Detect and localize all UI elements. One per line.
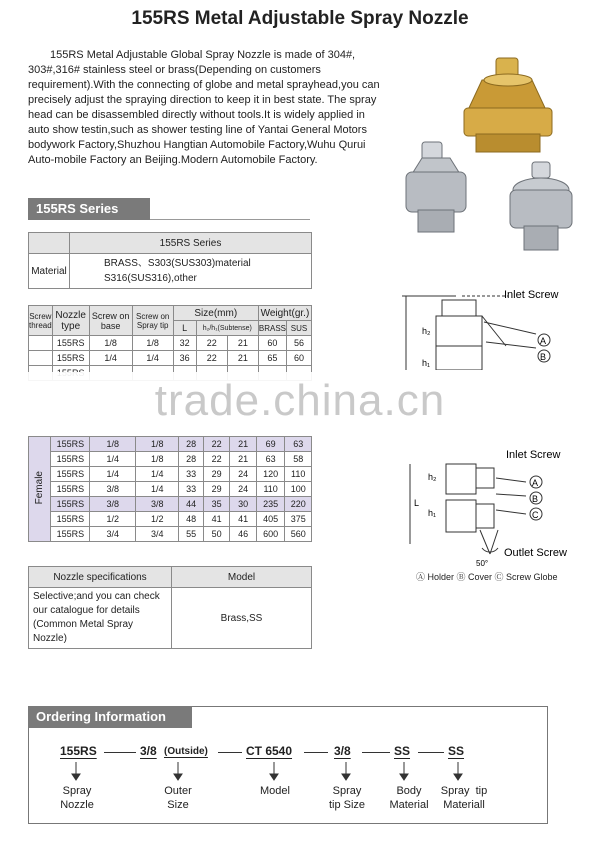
steel-nozzle-image-2 [510,162,572,250]
code-series: 155RS [60,744,97,758]
material-table [28,232,312,289]
model-header: Model [172,567,312,588]
table-cell: 155RS [51,512,90,527]
table-cell: 33 [179,467,203,482]
code-outer-size: 3/8 [140,744,157,758]
female-rows [29,437,312,542]
nozzle-spec-header: Nozzle specifications [29,567,172,588]
female-label-cell [29,437,51,542]
table-cell: 29 [203,467,229,482]
callout-c-lower-text: C [532,510,539,520]
code-dash [418,752,444,753]
table-cell: 560 [285,527,312,542]
table-cell: 1/8 [89,336,132,351]
table-cell: 21 [227,351,258,366]
table-cell: 41 [230,512,256,527]
callout-a-upper-text: A [540,336,547,346]
page-title: 155RS Metal Adjustable Spray Nozzle [131,8,469,29]
code-dash [218,752,242,753]
table-cell: 220 [285,497,312,512]
table-row [29,467,312,482]
spec-table-male [28,305,312,381]
series-badge: 155RS Series [28,198,150,220]
nozzle-diagram-lower [406,444,592,570]
table-cell: 46 [230,527,256,542]
h2-upper: h₂ [422,326,431,336]
col-nozzle-type: Nozzle type [52,306,89,336]
inlet-screw-lower: Inlet Screw [506,449,561,461]
table-cell: 110 [256,482,285,497]
callout-b-upper-text: B [540,352,547,362]
table-cell: 155RS [51,452,90,467]
code-dash [304,752,328,753]
table-cell: 120 [256,467,285,482]
table-row [29,497,312,512]
label-tip-material: Spray tip Materiall [440,785,488,811]
col-weight: Weight(gr.) [258,306,311,321]
steel-nozzle-image-1 [406,142,466,232]
table-cell: 1/2 [136,512,179,527]
table-cell: 1/4 [136,467,179,482]
table-cell: 55 [179,527,203,542]
table-cell: 1/4 [89,351,132,366]
screw-thread-cell [29,351,53,366]
table-cell: 21 [230,452,256,467]
table-cell: 21 [227,336,258,351]
table-row [29,452,312,467]
table-cell: 3/8 [90,482,136,497]
table-cell: 600 [256,527,285,542]
nozzle-diagram-upper [396,286,592,370]
table-cell: 30 [230,497,256,512]
table-cell: 35 [203,497,229,512]
table-cell: 44 [179,497,203,512]
table-cell: 3/8 [90,497,136,512]
table-cell: 155RS [52,336,89,351]
table-cell: 1/4 [136,482,179,497]
table-cell: 36 [173,351,196,366]
table-cell: 155RS [51,527,90,542]
table-cell: 29 [203,482,229,497]
label-model: Model [260,785,290,797]
label-tip-size: Spray tip Size [328,785,366,811]
table-cell: 63 [256,452,285,467]
material-table-header: 155RS Series [70,233,312,254]
material-line-2: S316(SUS316),other [104,273,197,284]
female-label: Female [34,471,46,505]
table-cell: 22 [196,336,227,351]
table-cell: 22 [203,452,229,467]
sub-brass: BRASS [258,321,286,336]
table-cell: 21 [230,437,256,452]
label-spray-nozzle: Spray Nozzle [60,785,94,811]
table-cell: 60 [287,351,312,366]
sub-h: h₂/h₁(Subtense) [196,321,258,336]
table-cell: 155RS [51,437,90,452]
table-cell: 24 [230,482,256,497]
diagram-legend: Ⓐ Holder Ⓑ Cover Ⓒ Screw Globe [416,572,558,582]
label-body-material: Body Material [389,785,429,811]
table-cell: 22 [196,351,227,366]
table-cell: 1/4 [132,351,173,366]
l-lower: L [414,498,420,508]
table-cell: 1/8 [136,452,179,467]
table-cell: 110 [285,467,312,482]
table-cell: 28 [179,452,203,467]
screw-thread-cell [29,336,53,351]
intro-paragraph: 155RS Metal Adjustable Global Spray Nozzle is made of 304#, 303#,316# stainless steel or brass(Depending on customers requirement).With the connecting of globe and metal sprayhead,you can precisely adjust the spraying direction to keep it in best state. The spray head can be disassembled directly without tools.It is widely applied in auto show testin,such as shower testing line of Yantai General Motors bodywork Factory,Shuzhou Hangtian Automobile Factory,Wuhu Qurui Auto-mobile Factory an Beijing.Modern Automobile Factory. [28,49,380,166]
table-cell: 33 [179,482,203,497]
intro-text [28,48,388,168]
table-cell: 69 [256,437,285,452]
col-screw-on-tip: Screw on Spray tip [132,306,173,336]
table-row [29,482,312,497]
table-cell: 63 [285,437,312,452]
callout-a-lower-text: A [532,478,539,488]
h2-lower: h₂ [428,472,437,482]
h1-upper: h₁ [422,358,431,368]
angle-label: 50° [476,559,489,568]
table-cell: 155RS [51,482,90,497]
product-photos [398,50,588,260]
table-row [29,336,312,351]
material-values [70,254,312,289]
table-cell: 22 [203,437,229,452]
table-cell: 32 [173,336,196,351]
material-row-label: Material [29,254,70,289]
table-cell: 48 [179,512,203,527]
code-tip-size: 3/8 [334,744,351,758]
code-body-material: SS [394,744,411,758]
table-cell: 1/8 [132,336,173,351]
table-cell: 1/4 [90,467,136,482]
code-dash [104,752,136,753]
outlet-screw-lower: Outlet Screw [504,547,567,559]
table-cell: 1/4 [90,452,136,467]
series-divider [150,219,310,220]
code-outside: (Outside) [164,746,208,757]
spec-table-female [28,436,312,542]
code-model: CT 6540 [246,744,293,758]
col-screw-thread: Screw thread [29,306,53,336]
brass-nozzle-image [464,58,552,152]
ordering-badge: Ordering Information [28,706,192,728]
material-line-1: BRASS、S303(SUS303)material [104,258,251,269]
table-cell: 3/4 [136,527,179,542]
watermark-text: trade.china.cn [154,376,446,425]
model-cell: Brass,SS [172,588,312,649]
table-cell: 155RS [51,467,90,482]
nozzle-spec-cell: Selective;and you can check our catalogue for details (Common Metal Spray Nozzle) [29,588,172,649]
ordering-arrows [60,762,480,782]
table-cell: 28 [179,437,203,452]
table-cell: 50 [203,527,229,542]
code-dash [362,752,390,753]
h1-lower: h₁ [428,508,437,518]
table-cell: 100 [285,482,312,497]
callout-b-lower-text: B [532,494,539,504]
table-cell: 65 [258,351,286,366]
table-row [29,527,312,542]
table-cell: 3/8 [136,497,179,512]
table-row [29,512,312,527]
sub-l: L [173,321,196,336]
table-cell: 56 [287,336,312,351]
table-row [29,351,312,366]
table-cell: 3/4 [90,527,136,542]
code-tip-material: SS [448,744,465,758]
col-size: Size(mm) [173,306,258,321]
table-row [29,437,312,452]
table-cell: 375 [285,512,312,527]
table-cell: 155RS [51,497,90,512]
table-cell: 405 [256,512,285,527]
table-cell: 155RS [52,351,89,366]
inlet-screw-upper: Inlet Screw [504,289,559,301]
table-cell: 41 [203,512,229,527]
table-cell: 24 [230,467,256,482]
table-cell: 58 [285,452,312,467]
label-outer-size: Outer Size [164,785,192,811]
table-cell: 1/2 [90,512,136,527]
table-cell: 1/8 [136,437,179,452]
table-cell: 1/8 [90,437,136,452]
nozzle-spec-table [28,566,312,649]
table-cell: 235 [256,497,285,512]
table-cell: 60 [258,336,286,351]
col-screw-on-base: Screw on base [89,306,132,336]
sub-sus: SUS [287,321,312,336]
